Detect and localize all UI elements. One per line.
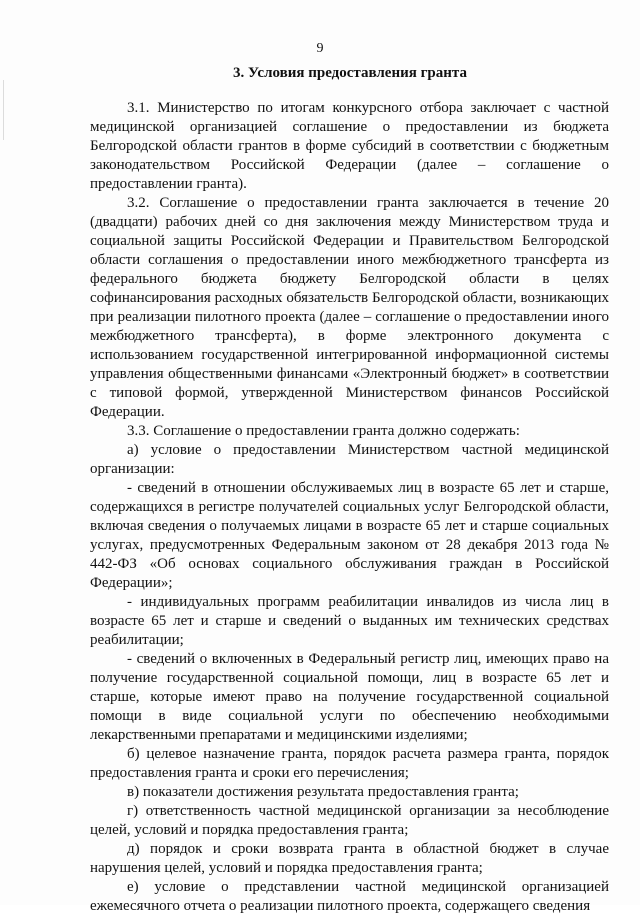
paragraph-3-3-b: б) целевое назначение гранта, порядок расчета размера гранта, порядок предоставления гранта и сроки его перечисления;	[90, 746, 609, 781]
document-body	[90, 99, 609, 916]
paragraph-3-1: 3.1. Министерство по итогам конкурсного отбора заключает с частной медицинской организацией соглашение о предоставлении из бюджета Белгородской области грантов в форме субсидий в соответствии с бюджетным законодательством Российской Федерации (далее – соглашение о предоставлении гранта).	[90, 100, 609, 192]
paragraph-3-3-a-item-2: - индивидуальных программ реабилитации инвалидов из числа лиц в возрасте 65 лет и старше и сведений о выданных им технических средствах реабилитации;	[90, 594, 609, 648]
paragraph-3-3-g: г) ответственность частной медицинской организации за несоблюдение целей, условий и порядка предоставления гранта;	[90, 803, 609, 838]
scan-artifact	[3, 80, 4, 140]
paragraph-3-3-d: д) порядок и сроки возврата гранта в областной бюджет в случае нарушения целей, условий и порядка предоставления гранта;	[90, 841, 609, 876]
paragraph-3-2: 3.2. Соглашение о предоставлении гранта заключается в течение 20 (двадцати) рабочих дней со дня заключения между Министерством труда и социальной защиты Российской Федерации и Правительством Белгородской области соглашения о предоставлении иного межбюджетного трансферта из федерального бюджета бюджету Белгородской области в целях софинансирования расходных обязательств Белгородской области, возникающих при реализации пилотного проекта (далее – соглашение о предоставлении иного межбюджетного трансферта), в форме электронного документа с использованием государственной интегрированной информационной системы управления общественными финансами «Электронный бюджет» в соответствии с типовой формой, утвержденной Министерством финансов Российской Федерации.	[90, 195, 609, 420]
paragraph-3-3-a: а) условие о предоставлении Министерством частной медицинской организации:	[90, 442, 609, 477]
paragraph-3-3-e: е) условие о представлении частной медицинской организацией ежемесячного отчета о реализации пилотного проекта, содержащего сведения	[90, 879, 609, 914]
page-number: 9	[316, 41, 324, 56]
paragraph-3-3-a-item-1: - сведений в отношении обслуживаемых лиц в возрасте 65 лет и старше, содержащихся в регистре получателей социальных услуг Белгородской области, включая сведения о получаемых лицами в возрасте 65 лет и старше социальных услугах, предусмотренных Федеральным законом от 28 декабря 2013 года № 442-ФЗ «Об основах социального обслуживания граждан в Российской Федерации»;	[90, 480, 609, 591]
section-title: 3. Условия предоставления гранта	[233, 65, 467, 81]
paragraph-3-3: 3.3. Соглашение о предоставлении гранта должно содержать:	[127, 423, 520, 439]
paragraph-3-3-v: в) показатели достижения результата предоставления гранта;	[127, 784, 519, 800]
paragraph-3-3-a-item-3: - сведений о включенных в Федеральный регистр лиц, имеющих право на получение государственной социальной помощи, лиц в возрасте 65 лет и старше, которые имеют право на получение государственной социальной помощи в виде социальной услуги по обеспечению необходимыми лекарственными препаратами и медицинскими изделиями;	[90, 651, 609, 743]
